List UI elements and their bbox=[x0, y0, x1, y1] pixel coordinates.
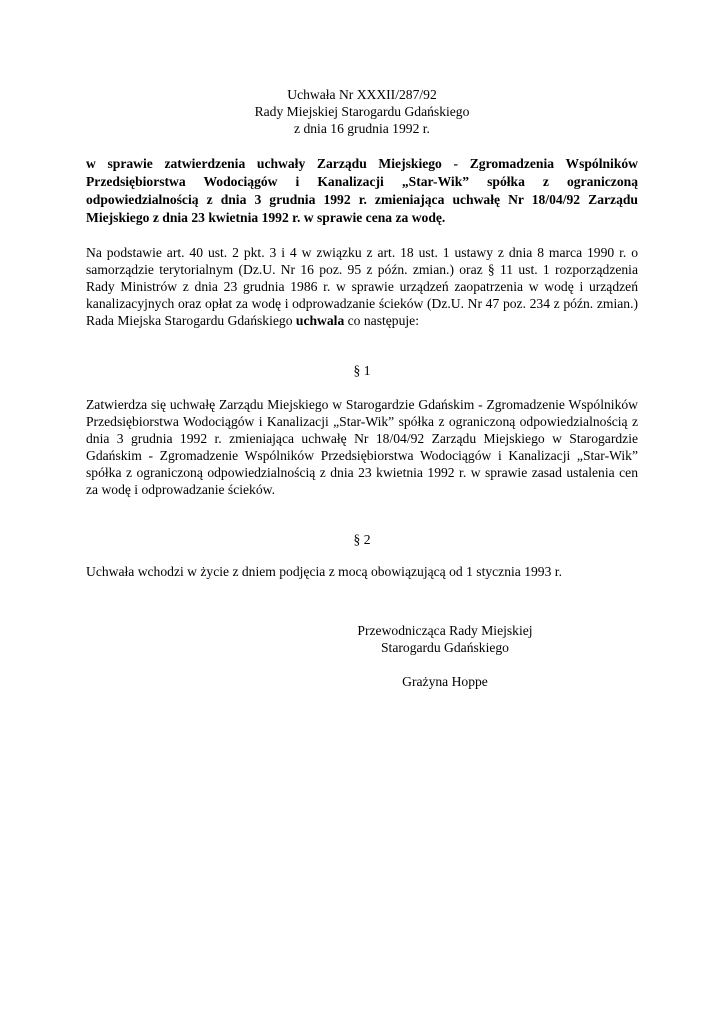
resolution-subject: w sprawie zatwierdzenia uchwały Zarządu Miejskiego - Zgromadzenia Wspólników Przedsiębiorstwa Wodociągów i Kanalizacji „Star-Wik” spółka z ograniczoną odpowiedzialnością z dnia 3 grudnia 1992 r. zmieniająca uchwałę Nr 18/04/92 Zarządu Miejskiego z dnia 23 kwietnia 1992 r. w sprawie cena za wodę. bbox=[86, 156, 638, 225]
section-2-text: Uchwała wchodzi w życie z dniem podjęcia z mocą obowiązującą od 1 stycznia 1993 r. bbox=[86, 564, 562, 579]
section-2-sign: § 2 bbox=[353, 532, 371, 547]
resolution-number: Uchwała Nr XXXII/287/92 bbox=[287, 87, 437, 102]
legal-basis-text: Na podstawie art. 40 ust. 2 pkt. 3 i 4 w związku z art. 18 ust. 1 ustawy z dnia 8 marca 1990 r. o samorządzie terytorialnym (Dz.U. Nr 16 poz. 95 z późn. zmian.) oraz § 11 ust. 1 rozporządzenia Rady Ministrów z dnia 23 grudnia 1986 r. w sprawie urządzeń zaopatrzenia w wodę i urządzeń kanalizacyjnych oraz opłat za wodę i odprowadzanie ścieków (Dz.U. Nr 47 poz. 234 z późn. zmian.) Rada Miejska Starogardu Gdańskiego bbox=[86, 245, 638, 328]
issuing-body: Rady Miejskiej Starogardu Gdańskiego bbox=[254, 104, 470, 119]
signature-title-line1: Przewodnicząca Rady Miejskiej bbox=[357, 623, 533, 638]
section-1-text: Zatwierdza się uchwałę Zarządu Miejskiego w Starogardzie Gdańskim - Zgromadzenie Wspólników Przedsiębiorstwa Wodociągów i Kanalizacji „Star-Wik” spółka z ograniczoną odpowiedzialnością z dnia 3 grudnia 1992 r. zmieniająca uchwałę Nr 18/04/92 Zarządu Miejskiego w Starogardzie Gdańskim - Zgromadzenie Wspólników Przedsiębiorstwa Wodociągów i Kanalizacji „Star-Wik” spółka z ograniczoną odpowiedzialnością z dnia 23 kwietnia 1992 r. w sprawie zasad ustalenia cen za wodę i odprowadzanie ścieków. bbox=[86, 397, 638, 497]
legal-basis-keyword: uchwala bbox=[295, 313, 345, 328]
legal-basis-ending: co następuje: bbox=[344, 313, 419, 328]
section-1-sign: § 1 bbox=[353, 363, 371, 378]
document-page bbox=[86, 86, 638, 580]
signatory-name: Grażyna Hoppe bbox=[402, 674, 488, 689]
resolution-header bbox=[86, 86, 638, 137]
signature-block bbox=[300, 622, 590, 690]
legal-basis bbox=[86, 244, 638, 329]
resolution-date: z dnia 16 grudnia 1992 r. bbox=[294, 121, 430, 136]
signature-title-line2: Starogardu Gdańskiego bbox=[381, 640, 509, 655]
